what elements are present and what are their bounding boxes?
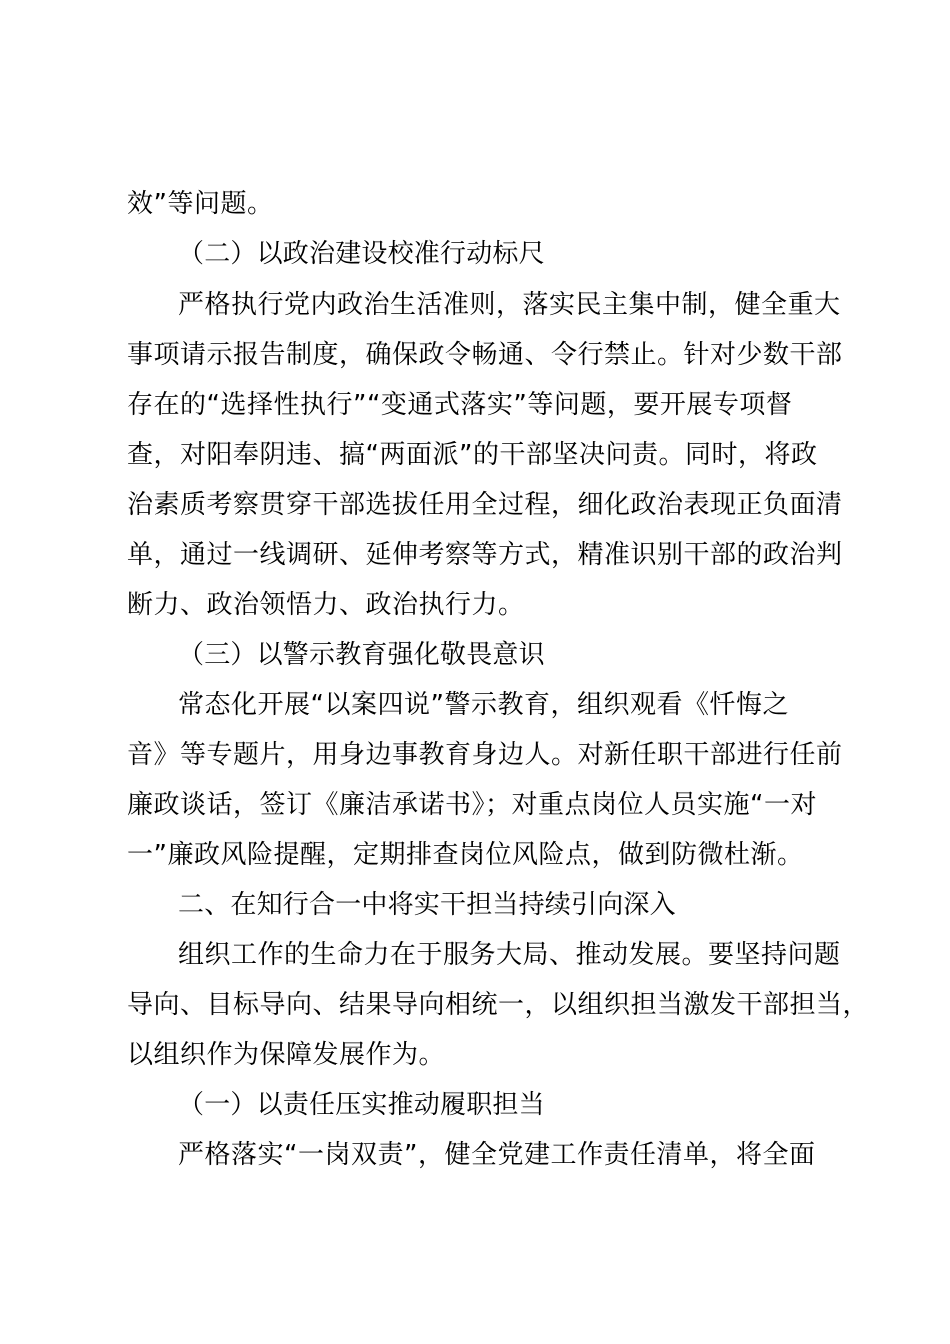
section-heading: （一）以责任压实推动履职担当 (178, 1090, 545, 1120)
paragraph-line: 导向、目标导向、结果导向相统一，以组织担当激发干部担当， (127, 990, 870, 1020)
paragraph-line: 治素质考察贯穿干部选拔任用全过程，细化政治表现正负面清 (127, 490, 843, 520)
paragraph-line: 查，对阳奉阴违、搞“两面派”的干部坚决问责。同时，将政 (127, 440, 818, 470)
paragraph-line: 效”等问题。 (127, 189, 274, 219)
section-heading: （二）以政治建设校准行动标尺 (178, 239, 545, 269)
paragraph-line: 廉政谈话，签订《廉洁承诺书》；对重点岗位人员实施“一对 (127, 790, 817, 820)
paragraph-line: 单，通过一线调研、延伸考察等方式，精准识别干部的政治判 (127, 540, 843, 570)
paragraph-line: 断力、政治领悟力、政治执行力。 (127, 590, 525, 620)
paragraph-line: 严格落实“一岗双责”，健全党建工作责任清单，将全面 (178, 1140, 816, 1170)
paragraph-line: 常态化开展“以案四说”警示教育，组织观看《忏悔之 (178, 690, 789, 720)
chapter-heading: 二、在知行合一中将实干担当持续引向深入 (178, 890, 676, 920)
paragraph-line: 严格执行党内政治生活准则，落实民主集中制，健全重大 (178, 290, 841, 320)
paragraph-line: 音》等专题片，用身边事教育身边人。对新任职干部进行任前 (127, 740, 843, 770)
section-heading: （三）以警示教育强化敬畏意识 (178, 640, 545, 670)
paragraph-line: 一”廉政风险提醒，定期排查岗位风险点，做到防微杜渐。 (127, 840, 804, 870)
paragraph-line: 组织工作的生命力在于服务大局、推动发展。要坚持问题 (178, 940, 841, 970)
paragraph-line: 存在的“选择性执行”“变通式落实”等问题，要开展专项督 (127, 390, 793, 420)
paragraph-line: 以组织作为保障发展作为。 (127, 1040, 446, 1070)
paragraph-line: 事项请示报告制度，确保政令畅通、令行禁止。针对少数干部 (127, 340, 843, 370)
